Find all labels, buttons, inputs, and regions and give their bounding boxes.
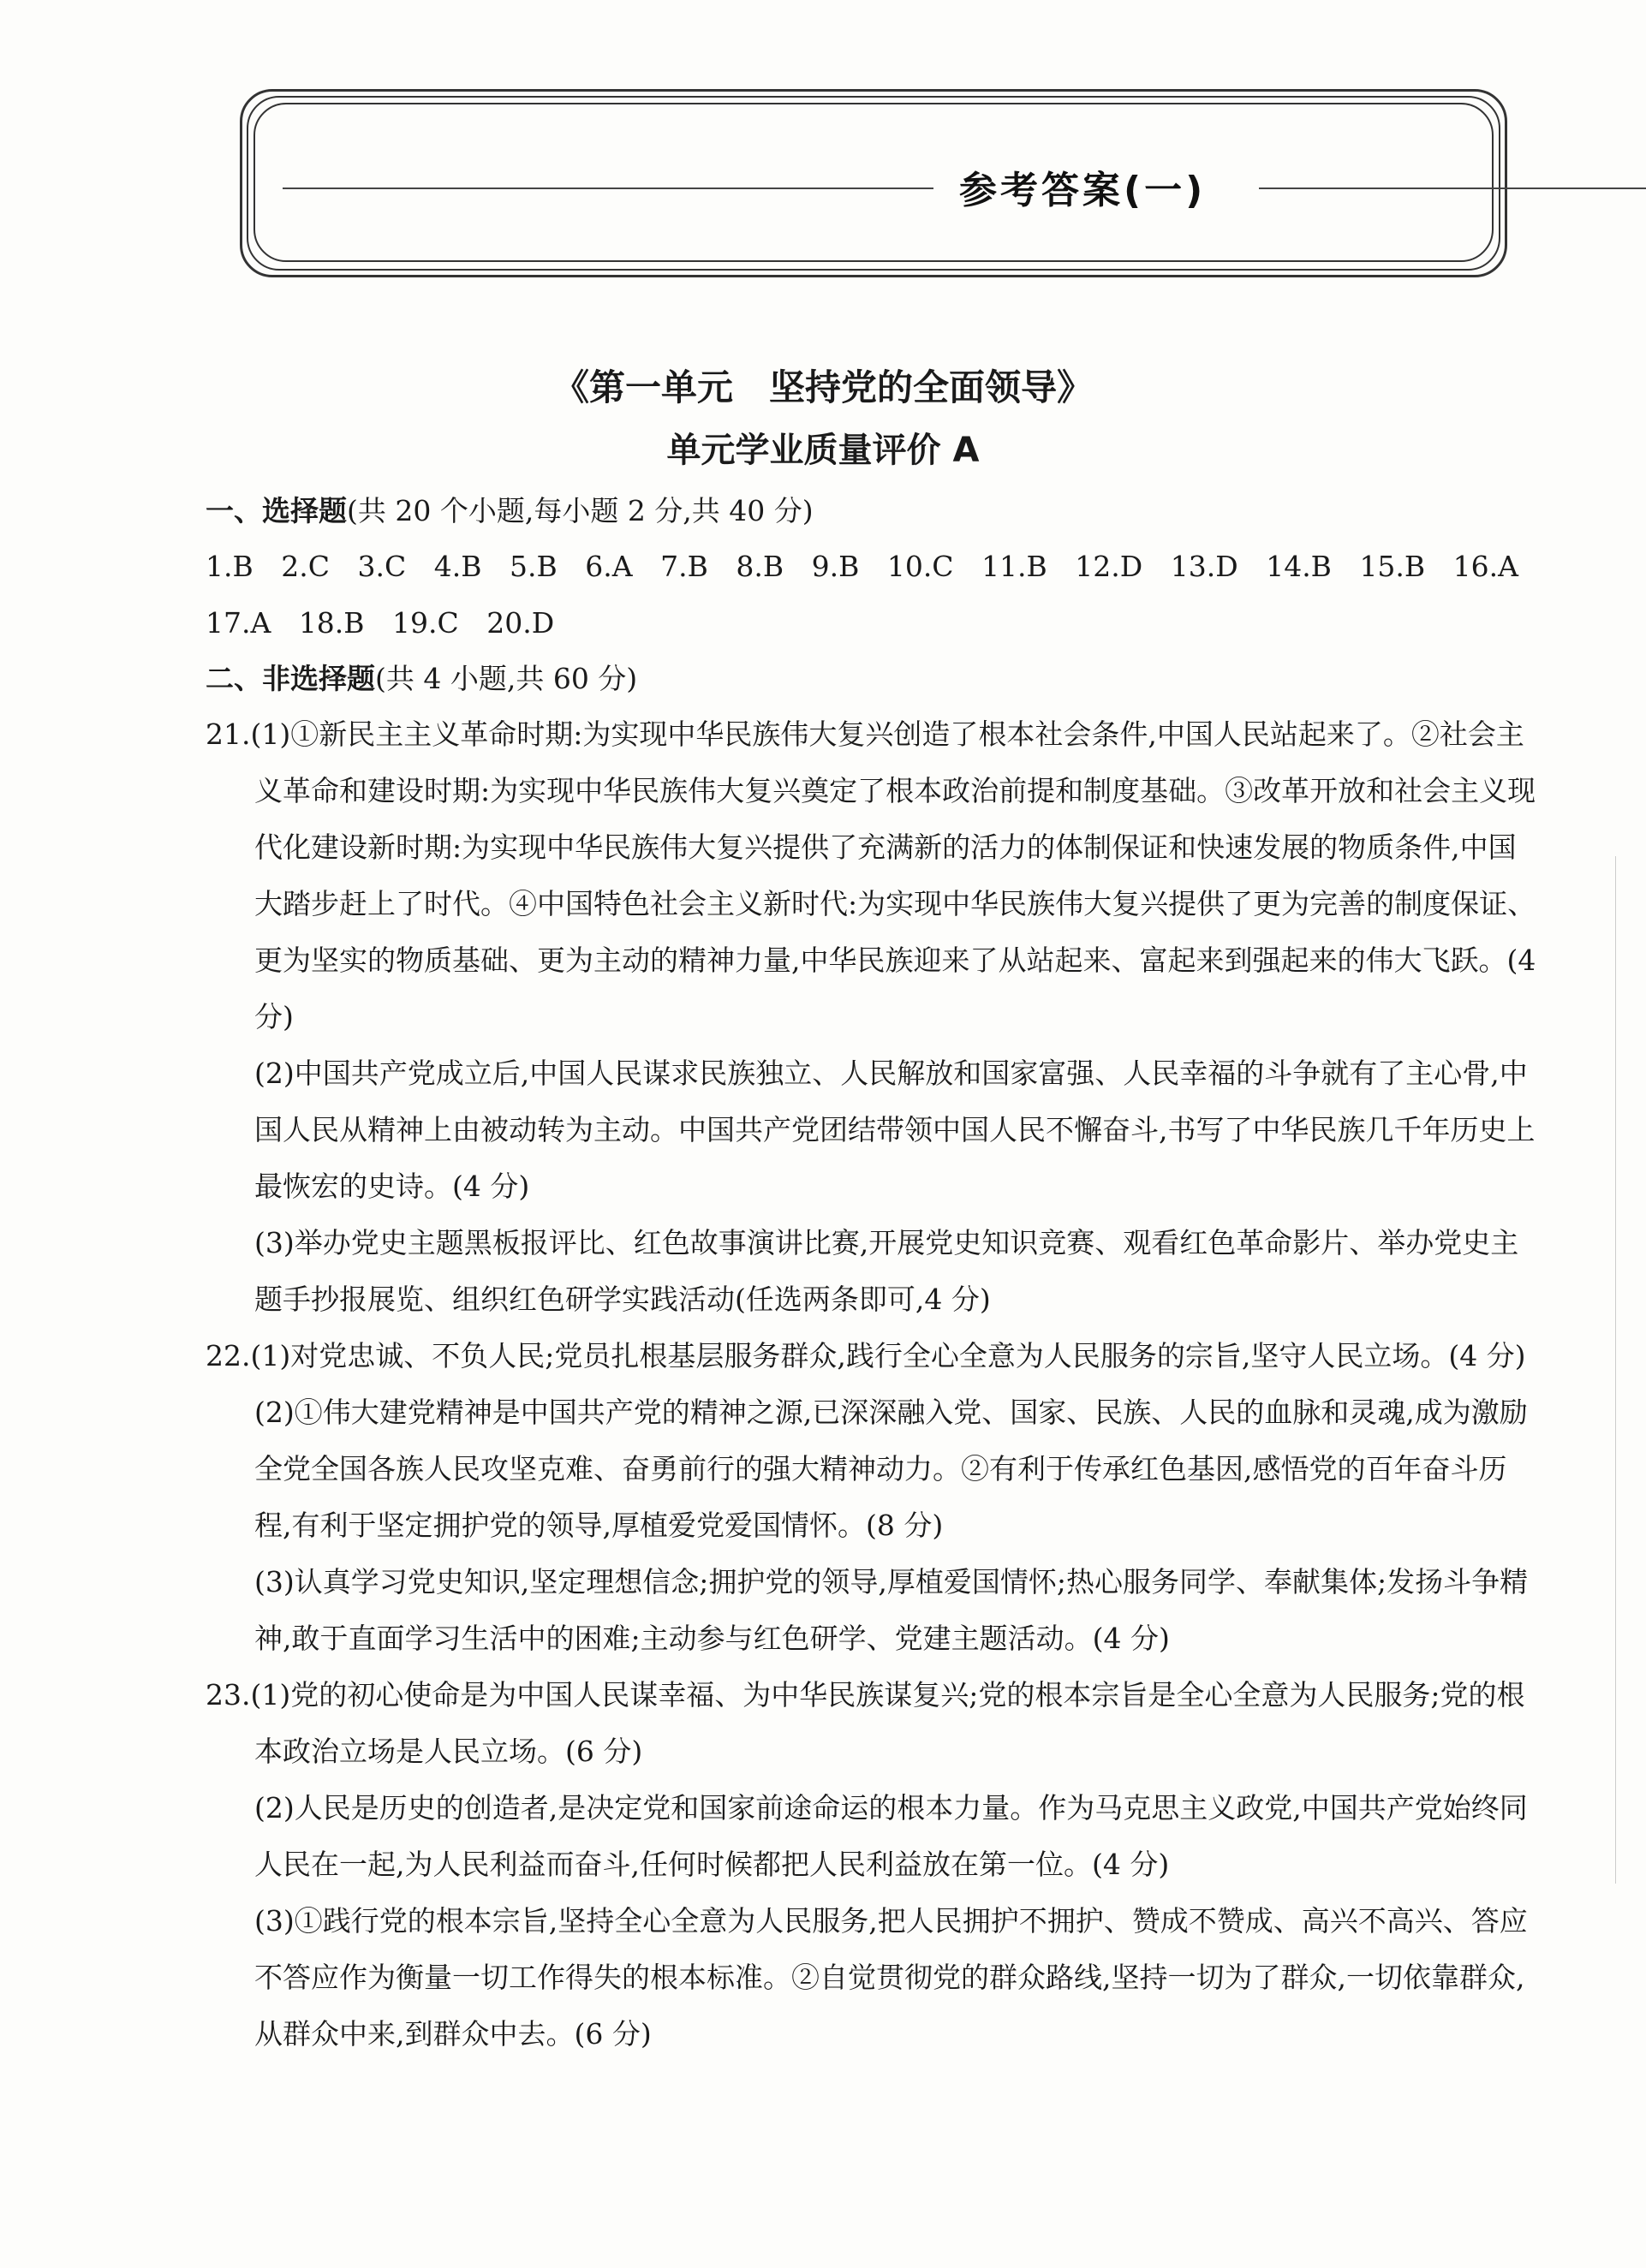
answer-item: 15.B [1359, 550, 1426, 583]
answer-item: 3.C [357, 550, 407, 583]
answer-item: 2.C [281, 550, 330, 583]
answer-banner [240, 89, 1507, 277]
answer-item: 16.A [1452, 550, 1518, 583]
answer-item: 4.B [433, 550, 482, 583]
answer-item: 18.B [298, 606, 365, 640]
q21-part3: (3)举办党史主题黑板报评比、红色故事演讲比赛,开展党史知识竞赛、观看红色革命影片、举办党史主题手抄报展览、组织红色研学实践活动(任选两条即可,4 分) [254, 1226, 1519, 1316]
q22-part1: 22.(1)对党忠诚、不负人民;党员扎根基层服务群众,践行全心全意为人民服务的宗旨,坚守人民立场。(4 分) [206, 1339, 1526, 1372]
section1-label: 一、选择题 [206, 494, 347, 527]
q23-part1: 23.(1)党的初心使命是为中国人民谋幸福、为中华民族谋复兴;党的根本宗旨是全心全意为人民服务;党的根本政治立场是人民立场。(6 分) [206, 1678, 1525, 1768]
banner-rule-right [1259, 188, 1646, 189]
q22-part3: (3)认真学习党史知识,坚定理想信念;拥护党的领导,厚植爱国情怀;热心服务同学、奉献集体;发扬斗争精神,敢于直面学习生活中的困难;主动参与红色研学、党建主题活动。(4 分) [254, 1565, 1529, 1655]
answer-item: 6.A [585, 550, 633, 583]
answer-item: 1.B [206, 550, 253, 583]
banner-rule-left [283, 188, 933, 189]
sub-title: 单元学业质量评价 A [666, 431, 980, 470]
section1-note: (共 20 个小题,每小题 2 分,共 40 分) [347, 494, 814, 527]
banner-frame-inner [253, 103, 1494, 262]
choice-answers [206, 539, 1542, 652]
page-edge-rule [1615, 856, 1616, 1884]
answer-item: 9.B [811, 550, 860, 583]
q22-part2: (2)①伟大建党精神是中国共产党的精神之源,已深深融入党、国家、民族、人民的血脉和灵魂,成为激励全党全国各族人民攻坚克难、奋勇前行的强大精神动力。②有利于传承红色基因,感悟党的百年奋斗历程,有利于坚定拥护党的领导,厚植爱党爱国情怀。(8 分) [254, 1396, 1528, 1542]
answer-item: 5.B [510, 550, 558, 583]
banner-title: 参考答案(一) [959, 169, 1207, 212]
q23-part2: (2)人民是历史的创造者,是决定党和国家前途命运的根本力量。作为马克思主义政党,中国共产党始终同人民在一起,为人民利益而奋斗,任何时候都把人民利益放在第一位。(4 分) [254, 1791, 1528, 1881]
q21-part2: (2)中国共产党成立后,中国人民谋求民族独立、人民解放和国家富强、人民幸福的斗争就有了主心骨,中国人民从精神上由被动转为主动。中国共产党团结带领中国人民不懈奋斗,书写了中华民族几千年历史上最恢宏的史诗。(4 分) [254, 1057, 1536, 1203]
section2-label: 二、非选择题 [206, 662, 375, 695]
q23-part3: (3)①践行党的根本宗旨,坚持全心全意为人民服务,把人民拥护不拥护、赞成不赞成、高兴不高兴、答应不答应作为衡量一切工作得失的根本标准。②自觉贯彻党的群众路线,坚持一切为了群众,一切依靠群众,从群众中来,到群众中去。(6 分) [254, 1904, 1528, 2051]
answer-item: 11.B [981, 550, 1047, 583]
answer-item: 13.D [1170, 550, 1238, 583]
answer-item: 12.D [1075, 550, 1143, 583]
answer-item: 7.B [660, 550, 708, 583]
question-22 [206, 1328, 1542, 1667]
answer-content [206, 484, 1542, 2063]
answer-item: 8.B [736, 550, 784, 583]
answer-item: 17.A [206, 606, 271, 640]
unit-title: 《第一单元 坚持党的全面领导》 [552, 366, 1093, 408]
answer-item: 10.C [886, 550, 954, 583]
question-23 [206, 1667, 1542, 2063]
answer-item: 19.C [392, 606, 459, 640]
section2-heading [206, 652, 1542, 706]
section2-note: (共 4 小题,共 60 分) [375, 662, 638, 695]
q21-part1: 21.(1)①新民主主义革命时期:为实现中华民族伟大复兴创造了根本社会条件,中国人民站起来了。②社会主义革命和建设时期:为实现中华民族伟大复兴奠定了根本政治前提和制度基础。③改革开放和社会主义现代化建设新时期:为实现中华民族伟大复兴提供了充满新的活力的体制保证和快速发展的物质条件,中国大踏步赶上了时代。④中国特色社会主义新时代:为实现中华民族伟大复兴提供了更为完善的制度保证、更为坚实的物质基础、更为主动的精神力量,中华民族迎来了从站起来、富起来到强起来的伟大飞跃。(4 分) [206, 717, 1536, 1033]
section1-heading [206, 484, 1542, 539]
answer-item: 14.B [1266, 550, 1332, 583]
answer-item: 20.D [486, 606, 555, 640]
question-21 [206, 706, 1542, 1328]
